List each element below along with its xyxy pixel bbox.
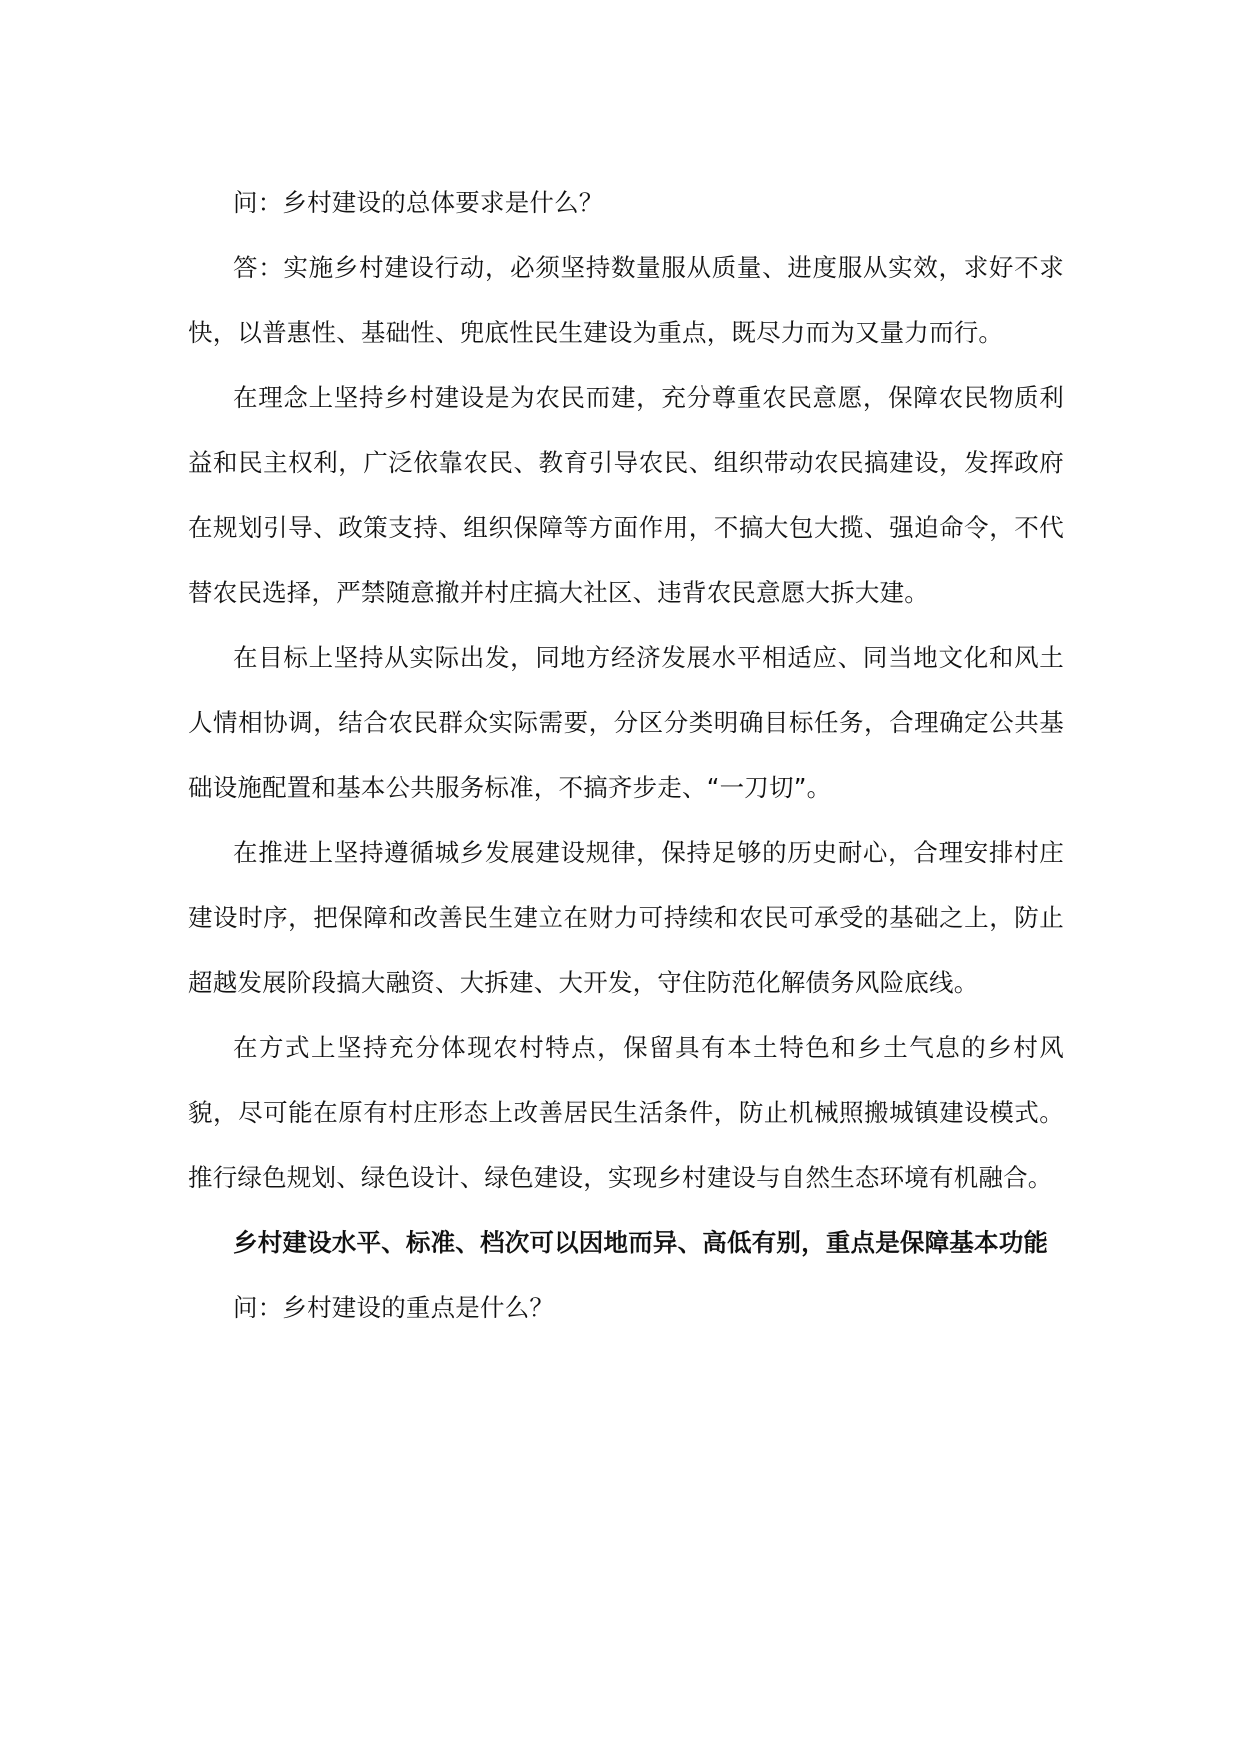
body-paragraph-concept: 在理念上坚持乡村建设是为农民而建，充分尊重农民意愿，保障农民物质利益和民主权利，广泛依靠农民、教育引导农民、组织带动农民搞建设，发挥政府在规划引导、政策支持、组织保障等方面作用，不搞大包大揽、强迫命令，不代替农民选择，严禁随意撤并村庄搞大社区、违背农民意愿大拆大建。 [188, 383, 1064, 607]
answer-paragraph: 答：实施乡村建设行动，必须坚持数量服从质量、进度服从实效，求好不求快，以普惠性、基础性、兜底性民生建设为重点，既尽力而为又量力而行。 [188, 253, 1064, 347]
body-paragraph-method: 在方式上坚持充分体现农村特点，保留具有本土特色和乡土气息的乡村风貌，尽可能在原有村庄形态上改善居民生活条件，防止机械照搬城镇建设模式。推行绿色规划、绿色设计、绿色建设，实现乡村建设与自然生态环境有机融合。 [188, 1033, 1064, 1192]
document-body [188, 170, 1064, 1340]
body-paragraph-goal: 在目标上坚持从实际出发，同地方经济发展水平相适应、同当地文化和风土人情相协调，结合农民群众实际需要，分区分类明确目标任务，合理确定公共基础设施配置和基本公共服务标准，不搞齐步走、“一刀切”。 [188, 643, 1064, 802]
question-paragraph: 问：乡村建设的总体要求是什么？ [233, 188, 604, 217]
question-paragraph-2: 问：乡村建设的重点是什么？ [233, 1293, 555, 1322]
section-heading: 乡村建设水平、标准、档次可以因地而异、高低有别，重点是保障基本功能 [233, 1228, 1049, 1257]
body-paragraph-progress: 在推进上坚持遵循城乡发展建设规律，保持足够的历史耐心，合理安排村庄建设时序，把保障和改善民生建立在财力可持续和农民可承受的基础之上，防止超越发展阶段搞大融资、大拆建、大开发，守住防范化解债务风险底线。 [188, 838, 1064, 997]
